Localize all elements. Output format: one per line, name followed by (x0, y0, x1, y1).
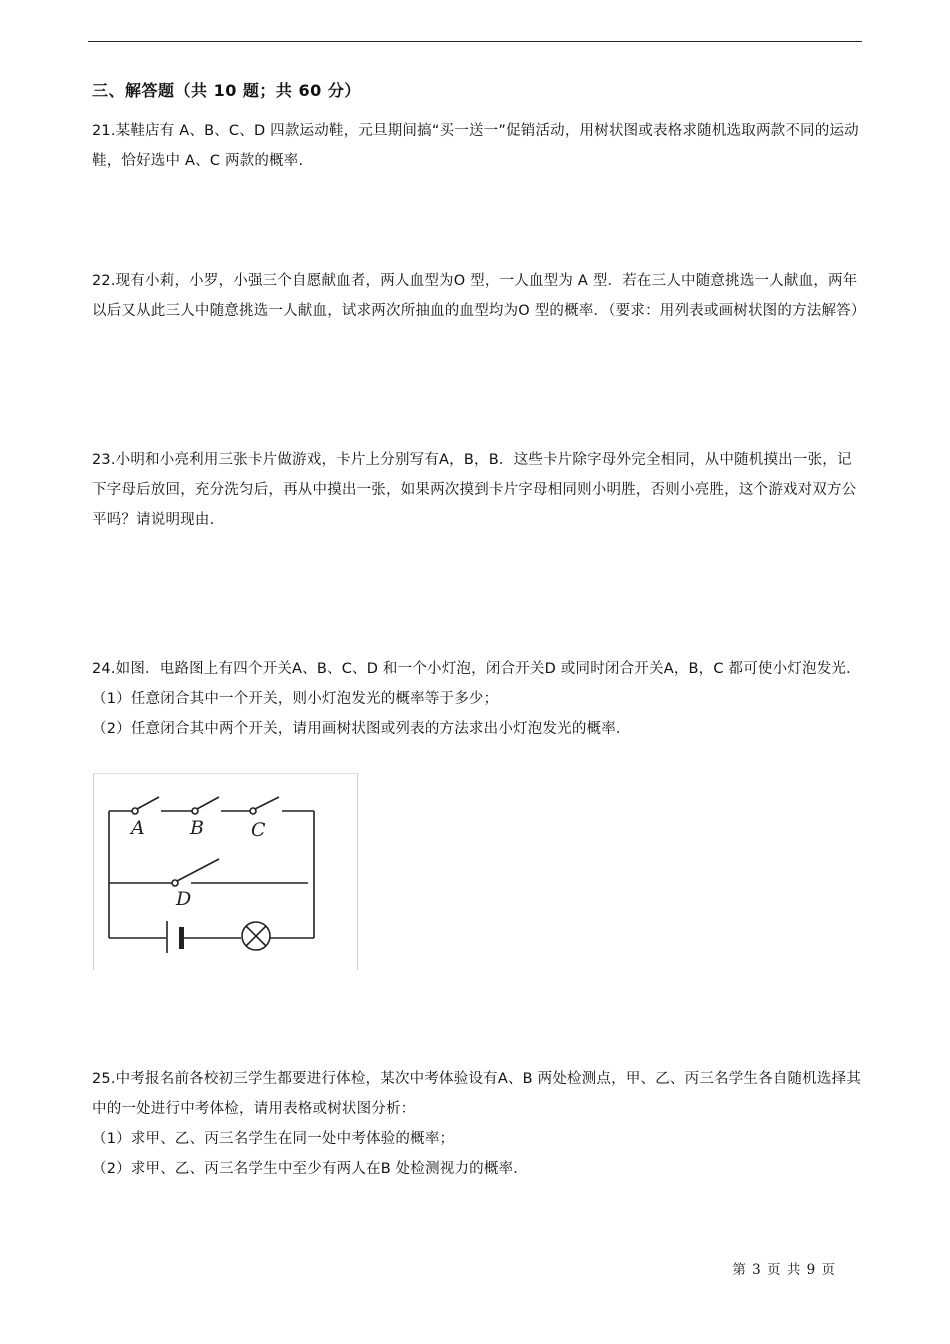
question-22-text: 22.现有小莉，小罗，小强三个自愿献血者，两人血型为O 型，一人血型为 A 型．若在三人中随意挑选一人献血，两年以后又从此三人中随意挑选一人献血，试求两次所抽血的血型均为O 型的概率．（要求：用列表或画树状图的方法解答） (92, 273, 866, 319)
switch-c-label: C (251, 819, 266, 841)
circuit-diagram (93, 773, 358, 970)
section-title: 三、解答题（共 10 题；共 60 分） (92, 81, 361, 100)
question-25-part-2: （2）求甲、乙、丙三名学生中至少有两人在B 处检测视力的概率． (92, 1161, 528, 1177)
header-rule (88, 41, 862, 42)
switch-a-label: A (131, 817, 145, 839)
question-24-part-1: （1）任意闭合其中一个开关，则小灯泡发光的概率等于多少； (92, 691, 499, 707)
switch-b-label: B (190, 817, 204, 839)
question-24 (92, 654, 864, 744)
question-23-text: 23.小明和小亮利用三张卡片做游戏，卡片上分别写有A，B，B．这些卡片除字母外完全相同，从中随机摸出一张，记下字母后放回，充分洗匀后，再从中摸出一张，如果两次摸到卡片字母相同则小明胜，否则小亮胜，这个游戏对双方公平吗？请说明现由． (92, 452, 857, 528)
question-21 (92, 116, 864, 176)
question-24-part-2: （2）任意闭合其中两个开关，请用画树状图或列表的方法求出小灯泡发光的概率． (92, 721, 631, 737)
question-25-text: 25.中考报名前各校初三学生都要进行体检，某次中考体验设有A、B 两处检测点，甲、乙、丙三名学生各自随机选择其中的一处进行中考体检，请用表格或树状图分析： (92, 1071, 862, 1117)
question-25 (92, 1064, 864, 1184)
question-21-text: 21.某鞋店有 A、B、C、D 四款运动鞋，元旦期间搞“买一送一”促销活动，用树状图或表格求随机选取两款不同的运动鞋，恰好选中 A、C 两款的概率. (92, 123, 859, 169)
question-22 (92, 266, 864, 326)
page-footer: 第 3 页 共 9 页 (732, 1262, 836, 1278)
question-23 (92, 445, 864, 535)
question-24-text: 24.如图．电路图上有四个开关A、B、C、D 和一个小灯泡，闭合开关D 或同时闭合开关A，B，C 都可使小灯泡发光． (92, 661, 861, 677)
switch-d-label: D (176, 888, 192, 910)
question-25-part-1: （1）求甲、乙、丙三名学生在同一处中考体验的概率； (92, 1131, 455, 1147)
